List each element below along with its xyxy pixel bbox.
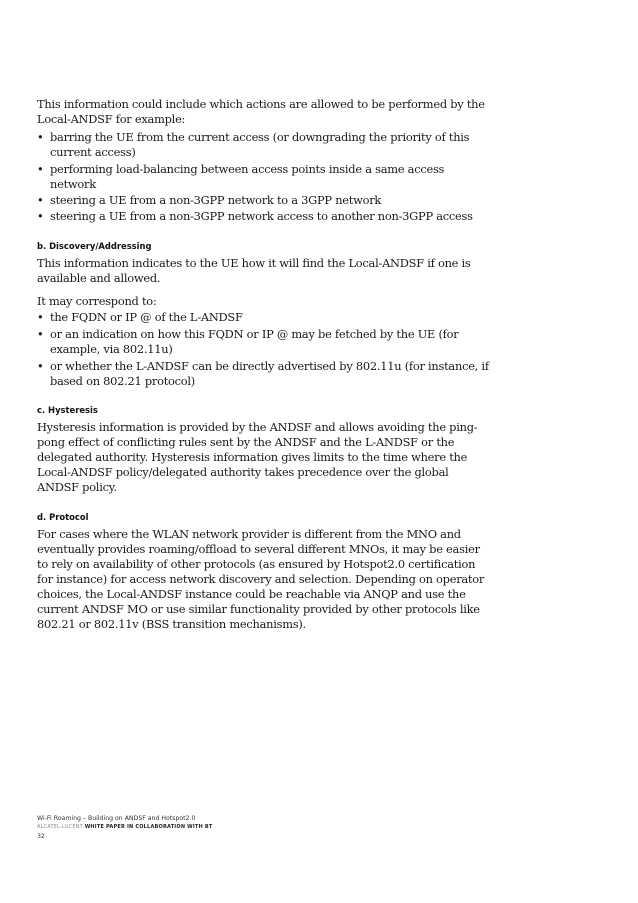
discovery-intro: It may correspond to: — [37, 294, 157, 308]
list-item: • steering a UE from a non-3GPP network to a 3GPP network — [37, 193, 491, 208]
list-item: • barring the UE from the current access (or downgrading the priority of this current access) — [37, 130, 491, 160]
hysteresis-paragraph: Hysteresis information is provided by the ANDSF and allows avoiding the ping-pong effect of conflicting rules sent by the ANDSF and the L-ANDSF or the delegated authority. Hysteresis information gives limits to the time where the Local-ANDSF policy/delegated authority takes precedence over the global ANDSF policy. — [37, 420, 478, 494]
footer-brand: ALCATEL-LUCENT — [37, 824, 83, 830]
discovery-bullet-list — [37, 310, 491, 389]
section-heading-hysteresis: c. Hysteresis — [37, 405, 98, 415]
footer-subtitle — [37, 823, 212, 832]
list-item: • steering a UE from a non-3GPP network access to another non-3GPP access — [37, 209, 491, 224]
page-content — [37, 97, 491, 632]
list-item: • the FQDN or IP @ of the L-ANDSF — [37, 310, 491, 325]
page-number: 32 — [37, 833, 45, 840]
protocol-paragraph: For cases where the WLAN network provider is different from the MNO and eventually provides roaming/offload to several different MNOs, it may be easier to rely on availability of other protocols (as ensured by Hotspot2.0 certification for instance) for access network discovery and selection. Depending on operator choices, the Local-ANDSF instance could be reachable via ANQP and use the current ANDSF MO or use similar functionality provided by other protocols like 802.21 or 802.11v (BSS transition mechanisms). — [37, 527, 485, 631]
intro-bullet-list — [37, 130, 491, 224]
footer-paper-type: WHITE PAPER IN COLLABORATION WITH BT — [84, 824, 213, 830]
section-heading-protocol: d. Protocol — [37, 512, 89, 522]
footer-title: Wi-Fi Roaming – Building on ANDSF and Hotspot2.0 — [37, 815, 196, 822]
page-footer — [37, 814, 212, 841]
discovery-paragraph: This information indicates to the UE how it will find the Local-ANDSF if one is available and allowed. — [37, 256, 471, 285]
intro-paragraph: This information could include which actions are allowed to be performed by the Local-ANDSF for example: — [37, 97, 485, 126]
list-item: • or whether the L-ANDSF can be directly advertised by 802.11u (for instance, if based on 802.21 protocol) — [37, 359, 491, 389]
list-item: • or an indication on how this FQDN or IP @ may be fetched by the UE (for example, via 802.11u) — [37, 327, 491, 357]
section-heading-discovery: b. Discovery/Addressing — [37, 241, 152, 251]
list-item: • performing load-balancing between access points inside a same access network — [37, 162, 491, 192]
